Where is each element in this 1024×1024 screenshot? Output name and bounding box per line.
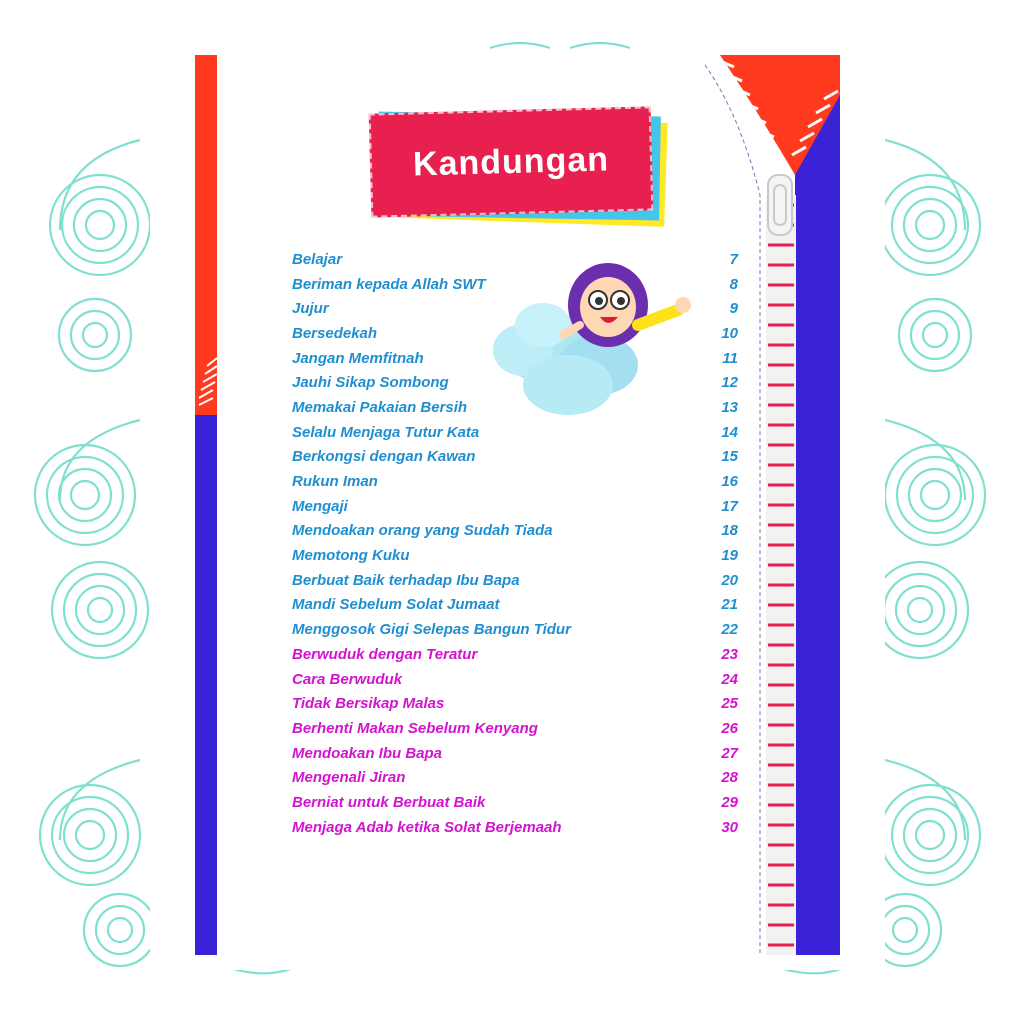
toc-entry-page-number: 23 [721,645,738,663]
toc-entry-page-number: 13 [721,398,738,416]
toc-entry-page-number: 24 [721,670,738,688]
toc-entry [292,642,742,667]
toc-entry [292,346,742,371]
toc-entry-page-number: 16 [721,473,738,491]
toc-entry-title: Selalu Menjaga Tutur Kata [292,423,480,441]
table-of-contents [292,247,742,840]
toc-entry-page-number: 19 [721,547,738,565]
toc-entry [292,593,742,618]
toc-entry-title: Mendoakan Ibu Bapa [292,744,443,762]
title-banner [370,110,660,222]
toc-entry-page-number: 17 [721,497,738,515]
toc-entry [292,716,742,741]
toc-entry-page-number: 29 [721,793,738,811]
toc-entry-title: Menjaga Adab ketika Solat Berjemaah [292,818,562,836]
toc-entry [292,765,742,790]
toc-entry [292,247,742,272]
toc-entry-title: Jangan Memfitnah [292,349,424,367]
toc-entry-title: Mengenali Jiran [292,769,406,787]
toc-entry [292,395,742,420]
toc-entry [292,519,742,544]
toc-entry [292,494,742,519]
toc-entry-page-number: 22 [721,621,738,639]
toc-entry [292,321,742,346]
toc-entry-page-number: 28 [721,769,738,787]
toc-entry-page-number: 8 [729,275,738,293]
left-zipper-teeth [195,330,225,410]
toc-entry-title: Bersedekah [292,324,378,342]
toc-entry [292,445,742,470]
page-title: Kandungan [412,139,610,184]
toc-entry [292,790,742,815]
toc-entry-page-number: 27 [721,744,738,762]
toc-entry-title: Menggosok Gigi Selepas Bangun Tidur [292,621,571,639]
toc-entry [292,741,742,766]
toc-entry-title: Berwuduk dengan Teratur [292,645,478,663]
toc-entry-page-number: 20 [721,571,738,589]
toc-entry-title: Mengaji [292,497,348,515]
toc-entry [292,617,742,642]
toc-entry-title: Belajar [292,250,343,268]
toc-entry-title: Memakai Pakaian Bersih [292,398,468,416]
toc-entry-title: Berniat untuk Berbuat Baik [292,793,486,811]
toc-entry-page-number: 18 [721,522,738,540]
toc-entry [292,469,742,494]
toc-entry-page-number: 12 [721,374,738,392]
strip-blue-section [195,415,217,955]
toc-entry-title: Jauhi Sikap Sombong [292,374,449,392]
toc-entry [292,296,742,321]
left-zipper-strip [195,55,217,955]
toc-entry-title: Rukun Iman [292,473,378,491]
toc-entry-page-number: 9 [729,300,738,318]
toc-entry-page-number: 11 [722,349,738,367]
toc-entry-page-number: 21 [721,596,738,614]
toc-entry-title: Memotong Kuku [292,547,410,565]
toc-entry-title: Mendoakan orang yang Sudah Tiada [292,522,553,540]
toc-entry [292,370,742,395]
toc-entry-title: Cara Berwuduk [292,670,403,688]
toc-entry-title: Berhenti Makan Sebelum Kenyang [292,719,538,737]
toc-entry-title: Berbuat Baik terhadap Ibu Bapa [292,571,520,589]
toc-entry-page-number: 26 [721,719,738,737]
toc-entry [292,568,742,593]
toc-entry-title: Jujur [292,300,329,318]
toc-entry-page-number: 15 [721,448,738,466]
toc-entry-page-number: 10 [721,324,738,342]
toc-entry [292,543,742,568]
toc-entry-page-number: 7 [729,250,738,268]
toc-entry-title: Beriman kepada Allah SWT [292,275,486,293]
toc-entry [292,420,742,445]
toc-entry [292,272,742,297]
toc-entry-title: Berkongsi dengan Kawan [292,448,476,466]
toc-entry [292,667,742,692]
toc-entry-page-number: 25 [721,695,738,713]
toc-entry-page-number: 14 [721,423,738,441]
toc-entry [292,691,742,716]
toc-entry-title: Mandi Sebelum Solat Jumaat [292,596,500,614]
toc-entry-page-number: 30 [721,818,738,836]
toc-entry [292,815,742,840]
toc-entry-title: Tidak Bersikap Malas [292,695,445,713]
